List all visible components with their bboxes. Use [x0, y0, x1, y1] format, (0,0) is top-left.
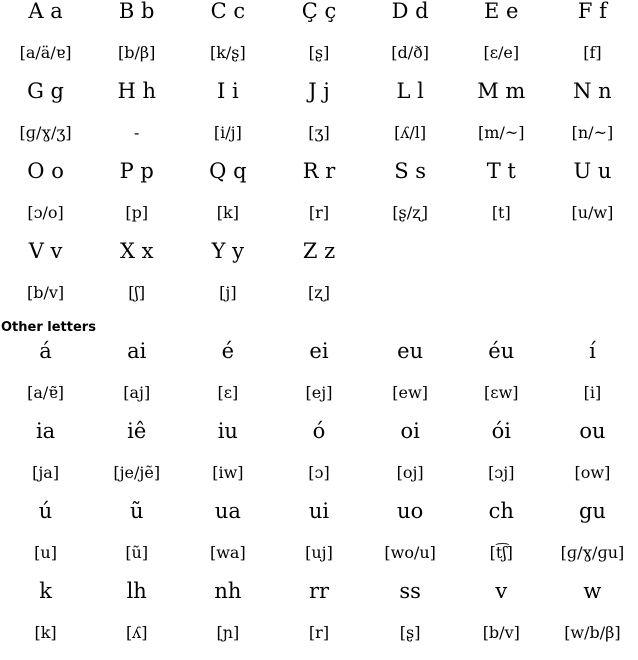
letter-cell: E e: [484, 0, 519, 23]
letter-cell: lh: [126, 579, 147, 603]
letter-cell: A a: [28, 0, 63, 23]
ipa-cell: [ʃ]: [128, 283, 146, 302]
letter-cell: é: [221, 339, 235, 363]
letter-cell: G g: [27, 79, 65, 103]
letter-cell: R r: [302, 159, 336, 183]
letter-cell: ũ: [129, 499, 144, 523]
letter-cell: ei: [309, 339, 329, 363]
letter-cell: B b: [118, 0, 155, 23]
ipa-cell: [ʎ/l]: [394, 123, 427, 142]
ipa-cell: [ũ]: [125, 543, 149, 562]
ipa-cell: [k]: [34, 623, 57, 642]
ipa-cell: [u/w]: [571, 203, 614, 222]
letter-cell: ia: [35, 419, 56, 443]
letter-cell: iê: [127, 419, 147, 443]
letter-cell: ú: [38, 499, 53, 523]
letter-cell: Ç ç: [301, 0, 337, 23]
ipa-cell: [iw]: [212, 463, 244, 482]
ipa-cell: [ɛw]: [484, 383, 519, 402]
letter-cell: D d: [391, 0, 429, 23]
letter-cell: J j: [308, 79, 330, 103]
ipa-cell: [n/~]: [571, 123, 614, 142]
ipa-cell: [365, 280, 456, 320]
ipa-cell: [ɔj]: [488, 463, 515, 482]
letter-cell: á: [39, 339, 52, 363]
letter-cell: Z z: [302, 239, 336, 263]
letter-cell: v: [495, 579, 508, 603]
ipa-cell: [ʂ]: [399, 623, 421, 642]
ipa-cell: [k/ʂ]: [209, 43, 246, 62]
letter-cell: eu: [397, 339, 424, 363]
ipa-cell: [m/~]: [478, 123, 525, 142]
letter-cell: [365, 240, 456, 280]
ipa-cell: [ʂ/ʐ]: [392, 203, 428, 222]
letter-cell: ou: [579, 419, 606, 443]
ipa-cell: [wa]: [209, 543, 246, 562]
letter-cell: gu: [578, 499, 606, 523]
ipa-cell: [i]: [583, 383, 602, 402]
letter-cell: [547, 240, 638, 280]
ipa-cell: [ɔ/o]: [27, 203, 64, 222]
ipa-cell: [ow]: [574, 463, 611, 482]
ipa-cell: [ɲ]: [216, 623, 240, 642]
ipa-cell: [ʐ]: [307, 283, 331, 302]
letter-cell: O o: [27, 159, 64, 183]
letter-cell: éu: [488, 339, 515, 363]
ipa-cell: [a/ä/ɐ]: [19, 43, 72, 62]
ipa-cell: [i/j]: [213, 123, 242, 142]
other-letters-table: [0, 340, 638, 660]
letter-cell: ua: [214, 499, 241, 523]
letter-cell: U u: [573, 159, 612, 183]
ipa-cell: [ʂ]: [308, 43, 330, 62]
ipa-cell: -: [134, 123, 140, 142]
letter-cell: Y y: [211, 239, 245, 263]
letter-cell: V v: [28, 239, 63, 263]
letter-cell: í: [589, 339, 596, 363]
ipa-cell: [k]: [216, 203, 239, 222]
letter-cell: k: [39, 579, 52, 603]
ipa-cell: [b/v]: [482, 623, 520, 642]
ipa-cell: [t͡ʃ]: [489, 543, 513, 562]
ipa-cell: [a/ɐ̃]: [27, 383, 65, 402]
letter-cell: rr: [308, 579, 330, 603]
letter-cell: w: [583, 579, 602, 603]
ipa-cell: [wo/u]: [384, 543, 436, 562]
ipa-cell: [w/b/β]: [564, 623, 621, 642]
letter-cell: N n: [573, 79, 612, 103]
ipa-cell: [uj]: [305, 543, 333, 562]
ipa-cell: [ej]: [305, 383, 333, 402]
ipa-cell: [ew]: [392, 383, 428, 402]
ipa-cell: [ʒ]: [308, 123, 330, 142]
ipa-cell: [ɡ/ɣ/ɡu]: [560, 543, 625, 562]
ipa-cell: [d/ð]: [391, 43, 429, 62]
letter-cell: M m: [477, 79, 526, 103]
ipa-cell: [b/v]: [26, 283, 65, 302]
letter-cell: P p: [119, 159, 154, 183]
letter-cell: X x: [119, 239, 154, 263]
ipa-cell: [r]: [308, 203, 330, 222]
other-letters-heading: Other letters: [1, 320, 96, 335]
alphabet-table: [0, 0, 638, 320]
letter-cell: Q q: [209, 159, 247, 183]
letter-cell: ss: [399, 579, 421, 603]
letter-cell: S s: [394, 159, 427, 183]
ipa-cell: [ɛ]: [217, 383, 239, 402]
letter-cell: ai: [127, 339, 147, 363]
ipa-cell: [ɔ]: [308, 463, 330, 482]
ipa-cell: [ʎ]: [125, 623, 148, 642]
letter-cell: uo: [397, 499, 424, 523]
letter-cell: L l: [396, 79, 424, 103]
ipa-cell: [ɛ/e]: [483, 43, 520, 62]
ipa-cell: [456, 280, 547, 320]
letter-cell: nh: [214, 579, 242, 603]
ipa-cell: [b/β]: [118, 43, 156, 62]
letter-cell: ch: [488, 499, 514, 523]
ipa-cell: [p]: [125, 203, 149, 222]
ipa-cell: [u]: [34, 543, 57, 562]
ipa-cell: [547, 280, 638, 320]
ipa-cell: [aj]: [123, 383, 151, 402]
letter-cell: ui: [308, 499, 330, 523]
letter-cell: iu: [217, 419, 238, 443]
ipa-cell: [f]: [583, 43, 602, 62]
letter-cell: I i: [217, 79, 239, 103]
letter-cell: oi: [400, 419, 420, 443]
letter-cell: F f: [577, 0, 607, 23]
ipa-cell: [ɡ/ɣ/ʒ]: [19, 123, 72, 142]
letter-cell: T t: [486, 159, 516, 183]
ipa-cell: [ja]: [32, 463, 60, 482]
ipa-cell: [oj]: [396, 463, 424, 482]
ipa-cell: [j]: [219, 283, 237, 302]
letter-cell: H h: [117, 79, 156, 103]
ipa-cell: [je/jẽ]: [113, 463, 161, 482]
letter-cell: C c: [210, 0, 246, 23]
ipa-cell: [t]: [491, 203, 511, 222]
letter-cell: ói: [491, 419, 511, 443]
ipa-cell: [r]: [308, 623, 330, 642]
letter-cell: [456, 240, 547, 280]
letter-cell: ó: [312, 419, 326, 443]
